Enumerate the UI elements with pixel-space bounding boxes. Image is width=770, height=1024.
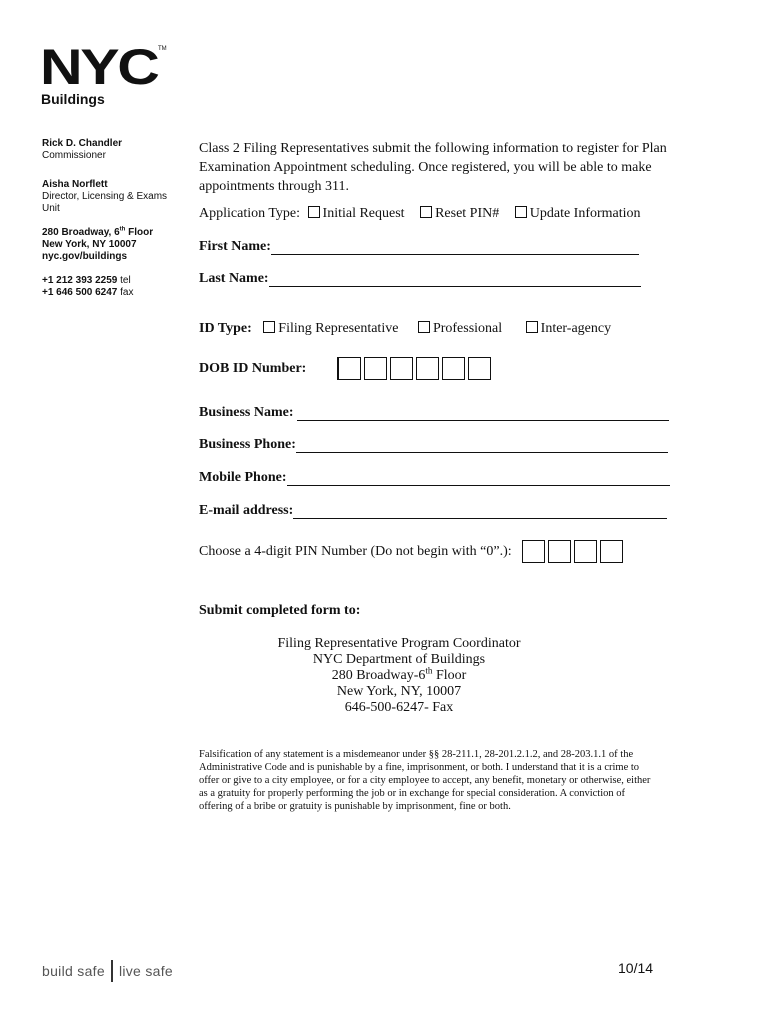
phone-fax: +1 646 500 6247 fax [42,287,134,298]
office-street: 280 Broadway, 6th Floor [42,226,154,238]
checkbox[interactable] [263,321,275,333]
dob-id-digit-box[interactable] [390,357,413,380]
address-line5: 646-500-6247- Fax [344,700,454,715]
commissioner-title: Commissioner [42,150,106,161]
address-line4: New York, NY, 10007 [336,684,462,699]
business-name-field[interactable] [297,406,669,421]
option-update-information[interactable]: Update Information [515,206,641,222]
business-phone-field[interactable] [296,438,668,453]
last-name-field[interactable] [269,272,641,287]
pin-digit-box[interactable] [574,540,597,563]
phone-tel: +1 212 393 2259 tel [42,275,131,286]
business-name-row [199,405,669,421]
checkbox[interactable] [308,206,320,218]
checkbox[interactable] [515,206,527,218]
checkbox[interactable] [420,206,432,218]
office-city: New York, NY 10007 [42,239,137,250]
email-label: E-mail address: [199,503,294,518]
email-field[interactable] [293,504,667,519]
form-revision: 10/14 [618,960,654,976]
address-line2: NYC Department of Buildings [312,652,486,667]
option-professional[interactable]: Professional [418,321,502,337]
submit-address [199,636,599,716]
option-filing-representative[interactable]: Filing Representative [263,321,398,337]
commissioner-name: Rick D. Chandler [42,138,123,149]
dob-id-row [199,357,494,380]
dob-id-digit-box[interactable] [416,357,439,380]
email-row [199,503,667,519]
mobile-phone-field[interactable] [287,471,670,486]
pin-label: Choose a 4-digit PIN Number (Do not begin with “0”.): [199,543,512,559]
dob-id-label: DOB ID Number: [199,360,307,376]
mobile-phone-label: Mobile Phone: [199,470,287,485]
slogan-live-safe: live safe [118,963,173,979]
last-name-label: Last Name: [199,271,269,286]
pin-row [199,540,626,563]
pin-digit-box[interactable] [548,540,571,563]
business-name-label: Business Name: [199,405,294,420]
director-name: Aisha Norflett [42,179,108,190]
dob-id-digit-box[interactable] [442,357,465,380]
logo-mark: NYC [40,39,158,95]
sidebar-contact [42,138,182,299]
first-name-row [199,239,639,255]
id-type-row [199,321,611,337]
option-initial-request[interactable]: Initial Request [308,206,405,222]
business-phone-row [199,437,668,453]
first-name-label: First Name: [199,239,271,254]
nyc-buildings-logo [40,39,168,110]
website-link[interactable]: nyc.gov/buildings [42,251,128,262]
checkbox[interactable] [526,321,538,333]
address-line1: Filing Representative Program Coordinator [277,636,521,651]
business-phone-label: Business Phone: [199,437,296,452]
mobile-phone-row [199,470,670,486]
director-title-line2: Unit [42,203,60,214]
intro-paragraph: Class 2 Filing Representatives submit the following information to register for Plan Examination Appointment scheduling. Once registered, you will be able to make appointments through 311. [199,141,667,194]
application-type-row [199,206,641,222]
dob-id-digit-box[interactable] [337,357,361,380]
logo-department: Buildings [41,91,105,107]
first-name-field[interactable] [271,240,639,255]
slogan-divider [111,960,113,982]
option-inter-agency[interactable]: Inter-agency [526,321,611,337]
pin-digit-box[interactable] [522,540,545,563]
option-reset-pin[interactable]: Reset PIN# [420,206,499,222]
director-title-line1: Director, Licensing & Exams [42,191,168,202]
legal-notice: Falsification of any statement is a misdemeanor under §§ 28-211.1, 28-201.2.1.2, and 28-203.1.1 of the Administrative Code and is punishable by a fine, imprisonment, or both. I understand that it is a crime to offer or give to a city employee, or for a city employee to accept, any benefit, monetary or otherwise, either as a gratuity for properly performing the job or in exchange for special consideration. A conviction of offering of a bribe or gratuity is punishable by imprisonment, fine or both. [199,749,651,812]
dob-id-digit-box[interactable] [468,357,491,380]
last-name-row [199,271,641,287]
checkbox[interactable] [418,321,430,333]
address-line3: 280 Broadway-6th Floor [331,665,467,683]
footer-slogan [42,960,173,982]
submit-heading: Submit completed form to: [199,603,361,618]
pin-digit-box[interactable] [600,540,623,563]
dob-id-digit-box[interactable] [364,357,387,380]
logo-trademark: TM [158,46,167,52]
id-type-label: ID Type: [199,321,252,336]
application-type-label: Application Type: [199,206,301,221]
slogan-build-safe: build safe [42,963,105,979]
